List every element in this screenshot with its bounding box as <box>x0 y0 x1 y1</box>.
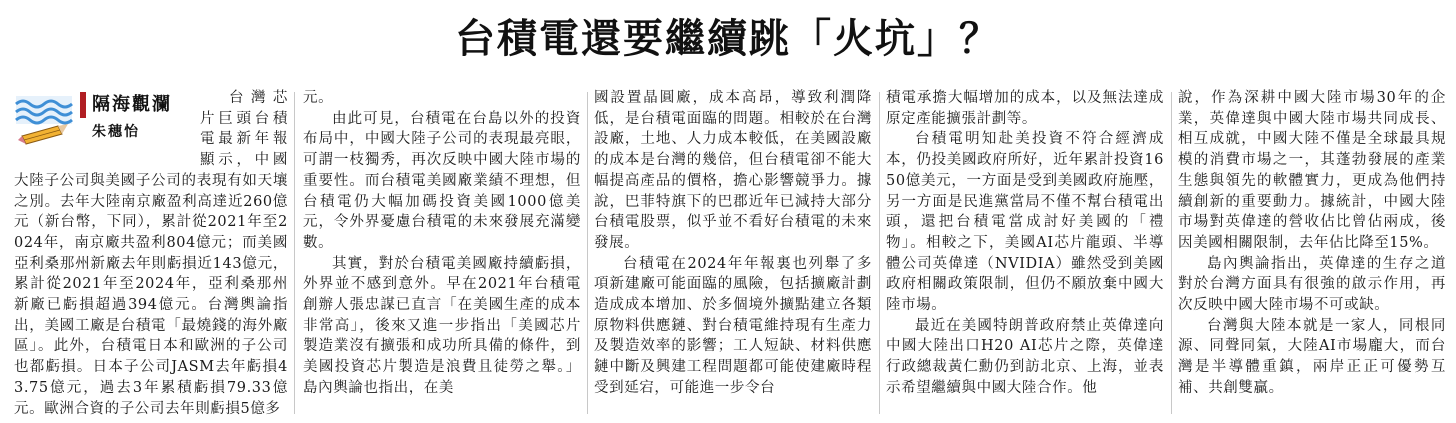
article-paragraph: 國設置晶圓廠，成本高昂，導致利潤降低，是台積電面臨的問題。相較於在台灣設廠，土地、人力成本較低，在美國設廠的成本是台灣的幾倍，但台積電卻不能大幅提高產品的價格，擔心影響競爭力。據說，巴菲特旗下的巴郡近年已減持大部分台積電股票，似乎並不看好台積電的未來發展。 <box>594 90 872 251</box>
article-paragraph: 台積電明知赴美投資不符合經濟成本，仍投美國政府所好，近年累計投資1650億美元，一方面是受到美國政府施壓，另一方面是民進黨當局不僅不幫台積電出頭，還把台積電當成討好美國的「禮物」。相較之下，美國AI芯片龍頭、半導體公司英偉達（NVIDIA）雖然受到美國政府相關政策限制，但仍不願放棄中國大陸市場。 <box>886 131 1164 314</box>
article-paragraph: 島內輿論指出，英偉達的生存之道對於台灣方面具有很強的啟示作用，再次反映中國大陸市場不可或缺。 <box>1178 255 1446 314</box>
author-byline: 朱穗怡 <box>92 124 140 140</box>
article-paragraph: 元。 <box>303 90 334 106</box>
column-divider <box>587 92 588 414</box>
column-emblem <box>14 90 192 152</box>
article-paragraph: 積電承擔大幅增加的成本，以及無法達成原定產能擴張計劃等。 <box>886 90 1164 127</box>
article-paragraph: 由此可見，台積電在台島以外的投資布局中，中國大陸子公司的表現最亮眼，可謂一枝獨秀，再次反映中國大陸市場的重要性。而台積電美國廠業績不理想，但台積電仍大幅加碼投資美國1000億美元，令外界憂慮台積電的未來發展充滿變數。 <box>303 110 581 251</box>
column-divider <box>294 92 295 414</box>
article-column-5 <box>1178 88 1446 416</box>
pencil-waves-icon <box>14 94 76 148</box>
column-3-text <box>594 88 872 399</box>
column-name: 隔海觀瀾 <box>80 92 202 118</box>
headline: 台積電還要繼續跳「火坑」？ <box>455 16 1001 62</box>
article-paragraph: 說，作為深耕中國大陸市場30年的企業，英偉達與中國大陸市場共同成長、相互成就，中國大陸不僅是全球最具規模的消費市場之一，其蓬勃發展的產業生態與領先的軟體實力，更成為他們持續創新的重要動力。據統計，中國大陸市場對英偉達的營收佔比曾佔兩成，後因美國相關限制，去年佔比降至15%。 <box>1178 90 1446 251</box>
column-5-text <box>1178 88 1446 399</box>
column-divider <box>1171 92 1172 414</box>
column-divider <box>879 92 880 414</box>
article-column-2 <box>303 88 581 416</box>
article-paragraph: 最近在美國特朗普政府禁止英偉達向中國大陸出口H20 AI芯片之際，英偉達行政總裁黃仁勳仍到訪北京、上海，並表示希望繼續與中國大陸合作。他 <box>886 317 1164 396</box>
article-paragraph: 台灣與大陸本就是一家人，同根同源、同聲同氣，大陸AI市場龐大，而台灣是半導體重鎮，兩岸正正可優勢互補、共創雙贏。 <box>1178 317 1446 396</box>
column-4-text <box>886 88 1164 399</box>
article-paragraph: 台積電在2024年年報裏也列舉了多項新建廠可能面臨的風險，包括擴廠計劃造成成本增加、於多個境外擴點建立各類原物料供應鏈、對台積電維持現有生產力及製造效率的影響；工人短缺、材料供應鏈中斷及興建工程問題都可能使建廠時程受到延宕，可能進一步令台 <box>594 255 872 396</box>
article-column-3 <box>594 88 872 416</box>
article-column-1 <box>14 88 288 416</box>
column-2-text <box>303 88 581 399</box>
article-column-4 <box>886 88 1164 416</box>
article-paragraph: 台灣芯片巨頭台積電最新年報顯示，中國大陸子公司與美國子公司的表現有如天壤之別。去年大陸南京廠盈利高達近260億元（新台幣，下同），累計從2021年至2024年，南京廠共盈利804億元；而美國亞利桑那州新廠去年則虧損近143億元，累計從2021年至2024年，亞利桑那州新廠已虧損超過394億元。台灣輿論指出，美國工廠是台積電「最燒錢的海外廠區」。此外，台積電日本和歐洲的子公司也都虧損。日本子公司JASM去年虧損43.75億元，過去3年累積虧損79.33億元。歐洲合資的子公司去年則虧損5億多 <box>14 90 288 416</box>
article-paragraph: 其實，對於台積電美國廠持續虧損，外界並不感到意外。早在2021年台積電創辦人張忠謀已直言「在美國生產的成本非常高」，後來又進一步指出「美國芯片製造業沒有擴張和成功所具備的條件，到美國投資芯片製造是浪費且徒勞之舉。」島內輿論也指出，在美 <box>303 255 581 396</box>
